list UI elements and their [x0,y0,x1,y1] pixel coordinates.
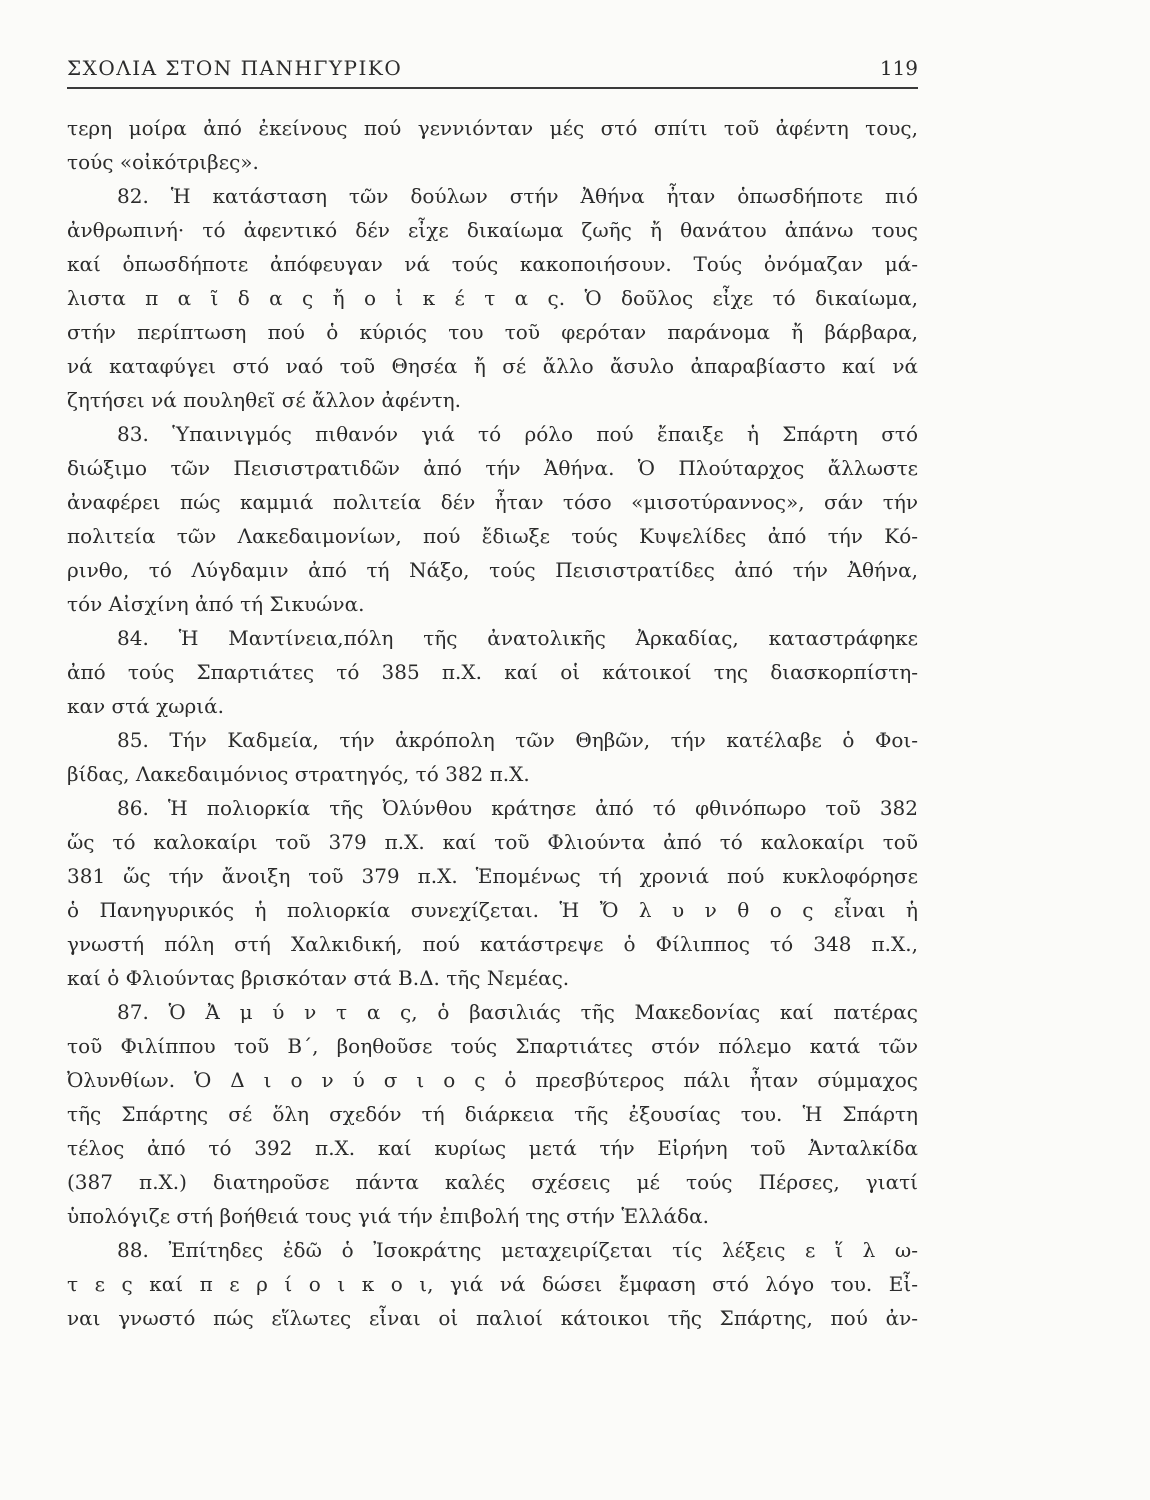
text-line: τερη μοίρα ἀπό ἐκείνους πού γεννιόνταν μές στό σπίτι τοῦ ἀφέντη τους, [67,116,918,140]
text-line: ὥς τό καλοκαίρι τοῦ 379 π.Χ. καί τοῦ Φλιούντα ἀπό τό καλοκαίρι τοῦ [67,830,918,854]
text-line: ὑπολόγιζε στή βοήθειά τους γιά τήν ἐπιβολή της στήν Ἑλλάδα. [67,1204,709,1228]
text-line: στήν περίπτωση πού ὁ κύριός του τοῦ φερόταν παράνομα ἤ βάρβαρα, [67,320,918,344]
text-line: τέλος ἀπό τό 392 π.Χ. καί κυρίως μετά τήν Εἰρήνη τοῦ Ἀνταλκίδα [67,1136,918,1160]
note-paragraph [67,723,918,791]
page-number: 119 [879,56,918,80]
text-line: ρινθο, τό Λύγδαμιν ἀπό τή Νάξο, τούς Πεισιστρατίδες ἀπό τήν Ἀθήνα, [67,558,918,582]
text-line: γνωστή πόλη στή Χαλκιδική, πού κατάστρεψε ὁ Φίλιππος τό 348 π.Χ., [67,932,918,956]
running-head: ΣΧΟΛΙΑ ΣΤΟΝ ΠΑΝΗΓΥΡΙΚΟ [67,56,403,80]
text-line: 86. Ἡ πολιορκία τῆς Ὀλύνθου κράτησε ἀπό τό φθινόπωρο τοῦ 382 [117,796,918,820]
text-line: Ὀλυνθίων. Ὁ Δ ι ο ν ύ σ ι ο ς ὁ πρεσβύτερος πάλι ἦταν σύμμαχος [67,1068,918,1092]
text-line: ἀπό τούς Σπαρτιάτες τό 385 π.Χ. καί οἱ κάτοικοί της διασκορπίστη- [67,660,918,684]
text-line: 84. Ἡ Μαντίνεια,πόλη τῆς ἀνατολικῆς Ἀρκαδίας, καταστράφηκε [117,626,918,650]
text-line: 83. Ὑπαινιγμός πιθανόν γιά τό ρόλο πού ἔπαιξε ἡ Σπάρτη στό [117,422,918,446]
text-line: λιστα π α ῖ δ α ς ἤ ο ἰ κ έ τ α ς. Ὁ δοῦλος εἶχε τό δικαίωμα, [67,286,918,310]
note-paragraph [67,1233,918,1335]
text-line: (387 π.Χ.) διατηροῦσε πάντα καλές σχέσεις μέ τούς Πέρσες, γιατί [67,1170,918,1194]
text-line: τ ε ς καί π ε ρ ί ο ι κ ο ι, γιά νά δώσει ἔμφαση στό λόγο του. Εἶ- [67,1272,918,1296]
text-line: τόν Αἰσχίνη ἀπό τή Σικυώνα. [67,592,365,616]
text-line: 381 ὥς τήν ἄνοιξη τοῦ 379 π.Χ. Ἑπομένως τή χρονιά πού κυκλοφόρησε [67,864,918,888]
text-line: τούς «οἰκότριβες». [67,150,259,174]
text-line: ναι γνωστό πώς εἵλωτες εἶναι οἱ παλιοί κάτοικοι τῆς Σπάρτης, πού ἀν- [67,1306,918,1330]
text-line: διώξιμο τῶν Πεισιστρατιδῶν ἀπό τήν Ἀθήνα. Ὁ Πλούταρχος ἄλλωστε [67,456,918,480]
text-line: 82. Ἡ κατάσταση τῶν δούλων στήν Ἀθήνα ἦταν ὁπωσδήποτε πιό [117,184,918,208]
text-line: βίδας, Λακεδαιμόνιος στρατηγός, τό 382 π.Χ. [67,762,530,786]
text-line: τοῦ Φιλίππου τοῦ Β΄, βοηθοῦσε τούς Σπαρτιάτες στόν πόλεμο κατά τῶν [67,1034,918,1058]
text-line: 88. Ἐπίτηδες ἐδῶ ὁ Ἰσοκράτης μεταχειρίζεται τίς λέξεις ε ἵ λ ω- [117,1238,918,1262]
text-line: τῆς Σπάρτης σέ ὅλη σχεδόν τή διάρκεια τῆς ἐξουσίας του. Ἡ Σπάρτη [67,1102,918,1126]
text-line: ὁ Πανηγυρικός ἡ πολιορκία συνεχίζεται. Ἡ Ὄ λ υ ν θ ο ς εἶναι ἡ [67,898,918,922]
note-paragraph [67,791,918,995]
text-line: καν στά χωριά. [67,694,224,718]
text-line: καί ὁπωσδήποτε ἀπόφευγαν νά τούς κακοποιήσουν. Τούς ὀνόμαζαν μά- [67,252,918,276]
text-line: 85. Τήν Καδμεία, τήν ἀκρόπολη τῶν Θηβῶν, τήν κατέλαβε ὁ Φοι- [117,728,918,752]
text-line: ἀναφέρει πώς καμμιά πολιτεία δέν ἦταν τόσο «μισοτύραννος», σάν τήν [67,490,918,514]
note-paragraph [67,995,918,1233]
text-line: 87. Ὁ Ἀ μ ύ ν τ α ς, ὁ βασιλιάς τῆς Μακεδονίας καί πατέρας [117,1000,918,1024]
text-line: ζητήσει νά πουληθεῖ σέ ἄλλον ἀφέντη. [67,388,461,412]
text-line: πολιτεία τῶν Λακεδαιμονίων, πού ἔδιωξε τούς Κυψελίδες ἀπό τήν Κό- [67,524,918,548]
body-text [67,111,918,1335]
note-paragraph [67,111,918,179]
text-line: ἀνθρωπινή· τό ἀφεντικό δέν εἶχε δικαίωμα ζωῆς ἤ θανάτου ἀπάνω τους [67,218,918,242]
header-rule [67,87,918,89]
note-paragraph [67,179,918,417]
note-paragraph [67,621,918,723]
text-line: καί ὁ Φλιούντας βρισκόταν στά Β.Δ. τῆς Νεμέας. [67,966,570,990]
page-header [67,56,918,80]
note-paragraph [67,417,918,621]
text-line: νά καταφύγει στό ναό τοῦ Θησέα ἤ σέ ἄλλο ἄσυλο ἀπαραβίαστο καί νά [67,354,918,378]
